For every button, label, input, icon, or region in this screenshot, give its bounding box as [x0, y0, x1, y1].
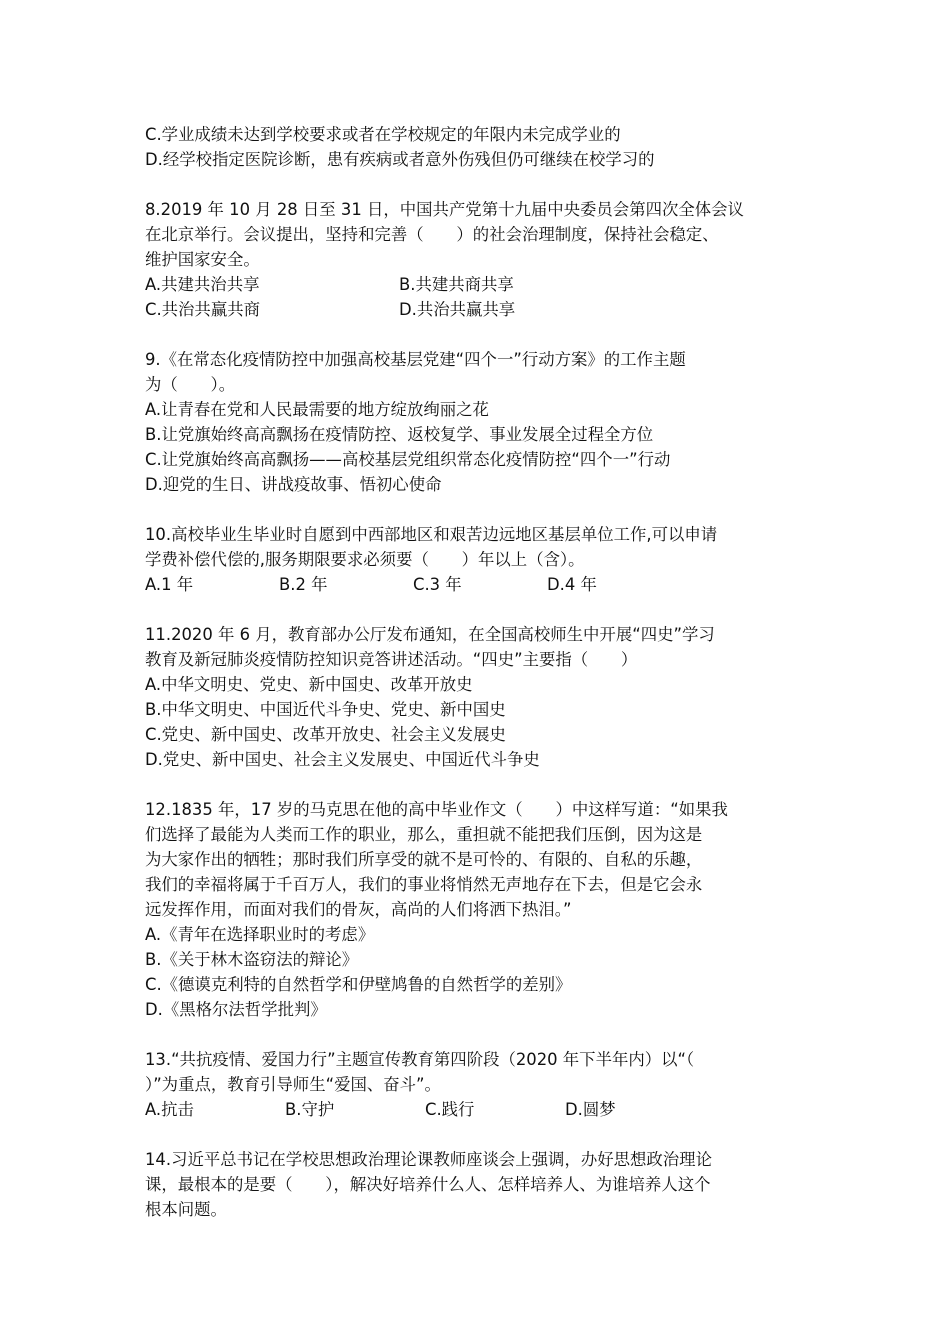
- q12-stem-line-1: 12.1835 年，17 岁的马克思在他的高中毕业作文（ ）中这样写道：“如果我: [145, 800, 728, 819]
- spacer: [145, 597, 815, 622]
- q13-option-c: C.践行: [425, 1100, 475, 1119]
- q7-option-d: D.经学校指定医院诊断，患有疾病或者意外伤残但仍可继续在校学习的: [145, 150, 655, 169]
- q8-option-b: B.共建共商共享: [399, 275, 514, 294]
- q13-stem-line-1: 13.“共抗疫情、爱国力行”主题宣传教育第四阶段（2020 年下半年内）以“（: [145, 1050, 695, 1069]
- spacer: [145, 772, 815, 797]
- q10-option-a: A.1 年: [145, 575, 194, 594]
- document-page: [145, 122, 815, 1222]
- q10-option-d: D.4 年: [547, 575, 597, 594]
- q10-stem-line-2: 学费补偿代偿的,服务期限要求必须要（ ）年以上（含）。: [145, 550, 585, 569]
- spacer: [145, 1122, 815, 1147]
- q14-stem-line-1: 14.习近平总书记在学校思想政治理论课教师座谈会上强调，办好思想政治理论: [145, 1150, 712, 1169]
- q9-stem-line-1: 9.《在常态化疫情防控中加强高校基层党建“四个一”行动方案》的工作主题: [145, 350, 686, 369]
- q8-option-c: C.共治共赢共商: [145, 300, 260, 319]
- q9-option-a: A.让青春在党和人民最需要的地方绽放绚丽之花: [145, 400, 489, 419]
- q11-option-b: B.中华文明史、中国近代斗争史、党史、新中国史: [145, 700, 506, 719]
- q8-stem-line-1: 8.2019 年 10 月 28 日至 31 日，中国共产党第十九届中央委员会第四次全体会议: [145, 200, 744, 219]
- q11-option-c: C.党史、新中国史、改革开放史、社会主义发展史: [145, 725, 506, 744]
- q12-stem-line-2: 们选择了最能为人类而工作的职业，那么，重担就不能把我们压倒，因为这是: [145, 825, 703, 844]
- q14-stem-line-2: 课，最根本的是要（ ），解决好培养什么人、怎样培养人、为谁培养人这个: [145, 1175, 711, 1194]
- q8-stem-line-2: 在北京举行。会议提出，坚持和完善（ ）的社会治理制度，保持社会稳定、: [145, 225, 719, 244]
- q11-stem-line-1: 11.2020 年 6 月，教育部办公厅发布通知，在全国高校师生中开展“四史”学习: [145, 625, 715, 644]
- q8-option-a: A.共建共治共享: [145, 275, 260, 294]
- q8-options-row-2: [145, 297, 815, 322]
- q11-stem-line-2: 教育及新冠肺炎疫情防控知识竞答讲述活动。“四史”主要指（ ）: [145, 650, 638, 669]
- q8-option-d: D.共治共赢共享: [399, 300, 516, 319]
- q12-stem-line-5: 远发挥作用，而面对我们的骨灰，高尚的人们将洒下热泪。”: [145, 900, 572, 919]
- q9-option-b: B.让党旗始终高高飘扬在疫情防控、返校复学、事业发展全过程全方位: [145, 425, 654, 444]
- q12-stem-line-4: 我们的幸福将属于千百万人，我们的事业将悄然无声地存在下去，但是它会永: [145, 875, 703, 894]
- q13-option-b: B.守护: [285, 1100, 335, 1119]
- q10-option-c: C.3 年: [413, 575, 462, 594]
- q13-option-d: D.圆梦: [565, 1100, 616, 1119]
- spacer: [145, 1022, 815, 1047]
- q12-option-a: A.《青年在选择职业时的考虑》: [145, 925, 375, 944]
- q12-option-b: B.《关于林木盗窃法的辩论》: [145, 950, 359, 969]
- spacer: [145, 172, 815, 197]
- q13-option-a: A.抗击: [145, 1100, 194, 1119]
- q10-option-b: B.2 年: [279, 575, 328, 594]
- q11-option-d: D.党史、新中国史、社会主义发展史、中国近代斗争史: [145, 750, 540, 769]
- q9-option-d: D.迎党的生日、讲战疫故事、悟初心使命: [145, 475, 442, 494]
- q12-option-c: C.《德谟克利特的自然哲学和伊壁鸠鲁的自然哲学的差别》: [145, 975, 572, 994]
- q10-options-row: [145, 572, 815, 597]
- q13-options-row: [145, 1097, 815, 1122]
- q8-options-row-1: [145, 272, 815, 297]
- q8-stem-line-3: 维护国家安全。: [145, 250, 260, 269]
- q11-option-a: A.中华文明史、党史、新中国史、改革开放史: [145, 675, 473, 694]
- q14-stem-line-3: 根本问题。: [145, 1200, 227, 1219]
- spacer: [145, 322, 815, 347]
- q9-stem-line-2: 为（ ）。: [145, 375, 236, 394]
- q10-stem-line-1: 10.高校毕业生毕业时自愿到中西部地区和艰苦边远地区基层单位工作,可以申请: [145, 525, 718, 544]
- spacer: [145, 497, 815, 522]
- q12-option-d: D.《黑格尔法哲学批判》: [145, 1000, 327, 1019]
- q9-option-c: C.让党旗始终高高飘扬——高校基层党组织常态化疫情防控“四个一”行动: [145, 450, 671, 469]
- q7-option-c: C.学业成绩未达到学校要求或者在学校规定的年限内未完成学业的: [145, 125, 621, 144]
- q12-stem-line-3: 为大家作出的牺牲；那时我们所享受的就不是可怜的、有限的、自私的乐趣，: [145, 850, 703, 869]
- q13-stem-line-2: ）”为重点，教育引导师生“爱国、奋斗”。: [145, 1075, 441, 1094]
